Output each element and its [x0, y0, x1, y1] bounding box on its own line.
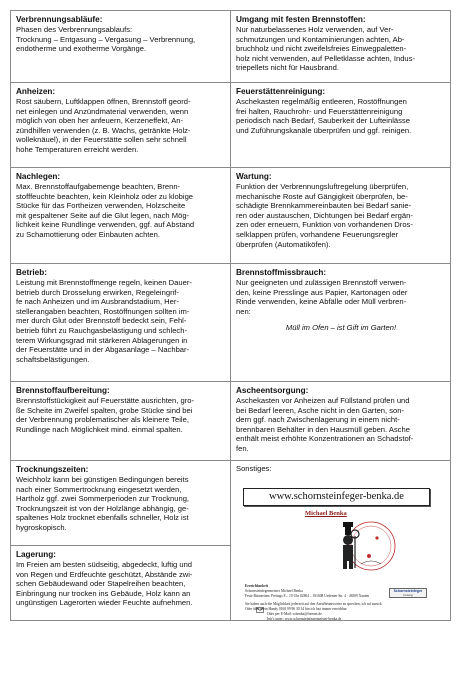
section-wartung	[231, 168, 451, 264]
badge-title: Schornsteinfeger	[393, 589, 423, 593]
section-text: Funktion der Verbrennungsluftregelung überprüfen, mechanische Roste auf Gängigkeit überprüfen, be- schädigte Brennkammereinbauten bei Bedarf sanie- ren oder austauschen, Dichtungen bei Bedarf ergän- zen oder erneuern, Funktion von vorhandenen Dros- selklappen prüfen, vorhandene Feuerungsregler überprüfen (Automatiköfen).	[236, 182, 413, 249]
guild-badge	[389, 588, 427, 598]
section-text: Im Freien am besten südseitig, abgedeckt, luftig und von Regen und Erdfeuchte geschützt, Abstände zwi- schen Gebäudewand oder Stapelreihen beachten, Einbringung nur trocken ins Gebäude, Holz kann an ungünstigen Lagerorten wieder Feuchte aufnehmen.	[16, 560, 193, 608]
contact-line: Sie haben auch die Möglichkeit jederzeit auf den Anrufbeantworter zu sprechen, ich ruf zurück	[245, 602, 382, 606]
section-trocknungszeiten	[11, 461, 231, 546]
contact-line: Oder über mein Handy 0160 99 96 30 34 bin ich fast immer erreichbar	[245, 607, 347, 611]
table-row	[11, 11, 451, 83]
website-link[interactable]: www.schornsteinfeger-benka.de	[243, 488, 430, 506]
section-text: Weichholz kann bei günstigen Bedingungen bereits nach einer Sommertrocknung eingesetzt werden, Hartholz ggf. zwei Sommerperioden zur Trocknung, Trocknungszeit ist von der Holzlänge abhängig, ge- spaltenes Holz trocknet ebenfalls schneller, Holz ist hygroskopisch.	[16, 475, 190, 532]
section-title: Verbrennungsabläufe:	[16, 15, 103, 24]
badge-sub: Innung	[403, 593, 413, 597]
table-row	[11, 461, 451, 621]
company-name: Michael Benka	[305, 510, 347, 517]
section-title: Feuerstättenreinigung:	[236, 87, 326, 96]
section-label: Sonstiges:	[236, 464, 272, 473]
table-row	[11, 264, 451, 382]
section-title: Umgang mit festen Brennstoffen:	[236, 15, 366, 24]
section-ascheentsorgung	[231, 382, 451, 461]
slogan-text: Müll im Ofen – ist Gift im Garten!	[285, 323, 397, 333]
section-verbrennungsablaeufe	[11, 11, 231, 83]
section-text: Nur geeigneten und zulässigen Brennstoff verwen- den, keine Presslinge aus Papier, Kartonagen oder Rinde verwenden, keine Abfälle oder Müll verbren- nen:	[236, 278, 408, 316]
section-title: Trocknungszeiten:	[16, 465, 89, 474]
info-table	[10, 10, 451, 621]
section-title: Ascheentsorgung:	[236, 386, 309, 395]
section-title: Lagerung:	[16, 550, 57, 559]
section-reinigung	[231, 83, 451, 168]
contact-line: Feste Bürozeiten: Freitags 8 – 10 Uhr 02804 – 181608 Uedemer Str. 4 · 46509 Xanten	[245, 594, 370, 598]
contact-email[interactable]: Oder per E-Mail: schenka@freenet.de	[267, 612, 322, 616]
section-text: Brennstoffstückigkeit auf Feuerstätte ausrichten, gro- ße Scheite im Zweifel spalten, grobe Stücke sind bei der Verbrennung problematischer als kleinere Teile, Rundlinge nach Möglichkeit mind. einmal spalten.	[16, 396, 194, 434]
mail-icon	[256, 606, 264, 614]
contact-website[interactable]: Infr's unter: www.schornsteinfegermeister-benka.de	[267, 617, 342, 621]
left-stack	[11, 461, 231, 621]
table-row	[11, 168, 451, 264]
table-row	[11, 83, 451, 168]
section-umgang	[231, 11, 451, 83]
chimney-sweep-logo-icon	[331, 516, 403, 578]
section-title: Anheizen:	[16, 87, 56, 96]
section-text: Leistung mit Brennstoffmenge regeln, keinen Dauer- betrieb durch Drosselung erwirken, Regeleingrif- fe nach Anheizen und im Ausbrandstadium, Her- stellerangaben beachten, Rostöffnungen sollten im- mer durch Glut oder Brennstoff bedeckt sein, Fehl- betrieb führt zu Rauchgasbelästigung und schlech- terem Wirkungsgrad mit stärkeren Ablagerungen in der Feuerstätte und in der Abgasanlage – Nachbar- schaftsbelästigungen.	[16, 278, 192, 364]
section-text: Phasen des Verbrennungsablaufs: Trocknung – Entgasung – Vergasung – Verbrennung, endotherme und exotherme Vorgänge.	[16, 25, 196, 54]
section-text: Rost säubern, Luftklappen öffnen, Brennstoff geord- net einlegen und Anzündmaterial verwenden, wenn möglich von oben her anfeuern, Kerzeneffekt, An- zündhilfen verwenden (z. B. Wachs, getränkte Holz- wolleknäuel), in der Feuerstätte sollen sehr schnell hohe Temperaturen erreicht werden.	[16, 97, 191, 154]
table-row	[11, 382, 451, 461]
section-sonstiges	[231, 461, 451, 621]
section-missbrauch	[231, 264, 451, 382]
section-title: Brennstoffaufbereitung:	[16, 386, 110, 395]
section-title: Nachlegen:	[16, 172, 61, 181]
section-betrieb	[11, 264, 231, 382]
section-text: Nur naturbelassenes Holz verwenden, auf Ver- schmutzungen und Kontaminierungen achten, Ab- bruchholz und nicht zweifelsfreies Einwegpaletten- holz nicht verwenden, auf Pelletklasse achten, Indus- triepellets nicht für Hausbrand.	[236, 25, 415, 73]
section-aufbereitung	[11, 382, 231, 461]
contact-line: Schornsteinfegermeister Michael Benka	[245, 589, 303, 593]
section-text: Aschekasten vor Anheizen auf Füllstand prüfen und bei Bedarf leeren, Asche nicht in den Garten, son- dern ggf. nach Zwischenlagerung in einem nicht- brennbaren Behälter in den Hausmüll geben. Asche enthält meist erhöhte Konzentrationen an Schadstof- fen.	[236, 396, 414, 453]
section-title: Brennstoffmissbrauch:	[236, 268, 327, 277]
section-title: Wartung:	[236, 172, 272, 181]
section-text: Aschekasten regelmäßig entleeren, Rostöffnungen frei halten, Rauchrohr- und Feuerstättenreinigung periodisch nach Bedarf, Sauberkeit der Lufteinlässe und Zuführungskanäle überprüfen und ggf. reinigen.	[236, 97, 412, 135]
section-lagerung	[11, 546, 231, 621]
section-title: Betrieb:	[16, 268, 47, 277]
contact-heading: Erreichbarkeit	[245, 584, 268, 588]
section-anheizen	[11, 83, 231, 168]
section-text: Max. Brennstoffaufgabemenge beachten, Brenn- stofffeuchte beachten, kein Kleinholz oder zu klobige Stücke für das Fortheizen verwenden, Holzscheite mit gespaltener Seite auf die Glut legen, nach Mög- lichkeit keine Rundlinge verwenden, ggf. auf Abstand zu Schamottierung oder Einbauten achten.	[16, 182, 195, 239]
section-nachlegen	[11, 168, 231, 264]
